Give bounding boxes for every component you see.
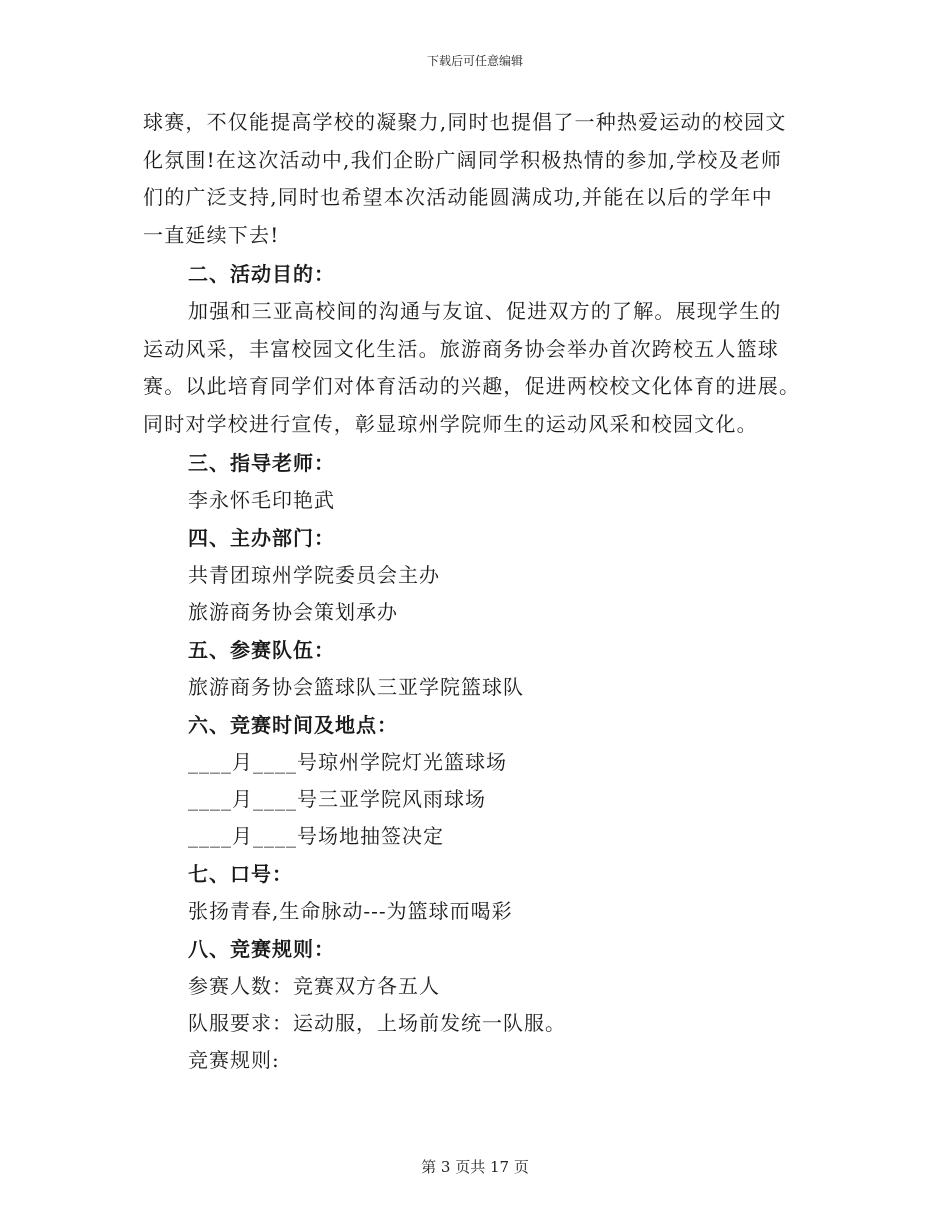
section-heading-advisors: 三、指导老师： [188, 451, 335, 475]
teams-line: 旅游商务协会篮球队三亚学院篮球队 [188, 675, 524, 699]
time-place-line: ____月____号琼州学院灯光篮球场 [188, 750, 507, 774]
section-heading-organizer: 四、主办部门： [188, 526, 335, 550]
paragraph-line: 球赛，不仅能提高学校的凝聚力,同时也提倡了一种热爱运动的校园文 [143, 110, 787, 134]
intro-paragraph [143, 104, 808, 254]
section-heading-purpose: 二、活动目的： [188, 262, 335, 286]
section-heading-time-place: 六、竞赛时间及地点： [188, 713, 398, 737]
paragraph-line: 运动风采，丰富校园文化生活。旅游商务协会举办首次跨校五人篮球 [143, 336, 779, 361]
page-header: 下载后可任意编辑 [426, 54, 523, 68]
section-heading-slogan: 七、口号： [188, 862, 293, 886]
slogan-line: 张扬青春,生命脉动---为篮球而喝彩 [188, 899, 513, 923]
organizer-line: 共青团琼州学院委员会主办 [188, 563, 440, 587]
paragraph-line: 们的广泛支持,同时也希望本次活动能圆满成功,并能在以后的学年中 [143, 185, 773, 209]
rules-line: 参赛人数：竞赛双方各五人 [188, 974, 440, 998]
advisors-names: 李永怀毛印艳武 [188, 488, 335, 512]
paragraph-line: 一直延续下去! [143, 222, 280, 247]
purpose-paragraph [143, 293, 808, 443]
paragraph-line: 化氛围!在这次活动中,我们企盼广阔同学积极热情的参加,学校及老师 [143, 147, 783, 172]
time-place-line: ____月____号三亚学院风雨球场 [188, 787, 486, 811]
paragraph-line: 同时对学校进行宣传，彰显琼州学院师生的运动风采和校园文化。 [143, 411, 758, 436]
time-place-line: ____月____号场地抽签决定 [188, 824, 444, 848]
rules-line: 竞赛规则: [188, 1048, 280, 1072]
page-footer: 第 3 页共 17 页 [421, 1158, 529, 1176]
rules-line: 队服要求：运动服，上场前发统一队服。 [188, 1011, 566, 1035]
section-heading-rules: 八、竞赛规则： [188, 937, 335, 961]
section-heading-teams: 五、参赛队伍： [188, 638, 335, 662]
organizer-line: 旅游商务协会策划承办 [188, 600, 398, 624]
paragraph-line: 加强和三亚高校间的沟通与友谊、促进双方的了解。展现学生的 [188, 299, 782, 323]
paragraph-line: 赛。以此培育同学们对体育活动的兴趣，促进两校校文化体育的进展。 [143, 374, 801, 398]
